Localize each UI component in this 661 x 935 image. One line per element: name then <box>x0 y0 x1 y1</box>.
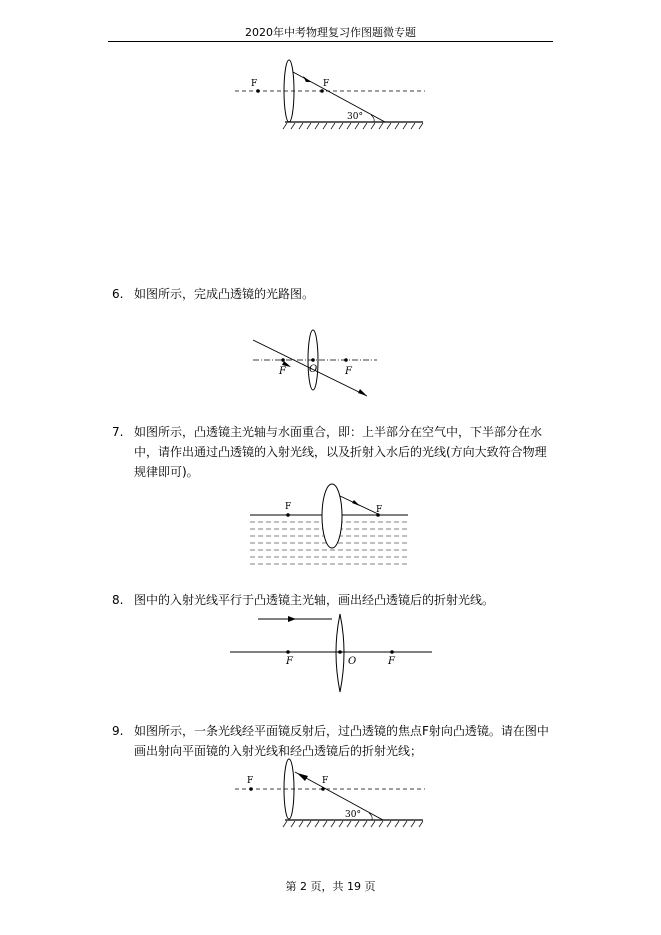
optical-center-label: O <box>309 364 318 375</box>
question-6 <box>112 284 552 304</box>
question-number: 8. <box>112 593 124 607</box>
optical-center <box>338 650 342 654</box>
focal-point-left <box>281 358 285 362</box>
question-text: 如图所示，完成凸透镜的光路图。 <box>134 287 315 301</box>
page-footer: 第 2 页，共 19 页 <box>285 880 376 893</box>
header-rule <box>108 41 553 42</box>
figure-convex-lens-q6 <box>245 328 385 404</box>
ray-arrow <box>303 76 311 82</box>
figure-convex-lens-q8 <box>228 612 434 698</box>
focal-label-left: F <box>279 366 286 377</box>
question-number: 7. <box>112 425 124 439</box>
ray-arrow <box>288 616 296 622</box>
focal-point-left <box>286 650 290 654</box>
question-number: 6. <box>112 287 124 301</box>
angle-label: 30° <box>347 112 363 122</box>
question-text: 图中的入射光线平行于凸透镜主光轴，画出经凸透镜后的折射光线。 <box>134 593 495 607</box>
focal-label-right: F <box>322 776 329 786</box>
figure-lens-mirror-q9 <box>225 758 435 830</box>
ray-arrow <box>297 773 308 781</box>
focal-point-left <box>286 513 290 517</box>
page-header: 2020年中考物理复习作图题微专题 <box>245 26 416 39</box>
question-text: 如图所示，一条光线经平面镜反射后，过凸透镜的焦点F射向凸透镜。请在图中画出射向平面镜的入射光线和经凸透镜后的折射光线； <box>134 724 549 758</box>
question-8 <box>112 590 552 610</box>
question-number: 9. <box>112 724 124 738</box>
question-7 <box>112 422 552 482</box>
focal-point-right <box>320 89 324 93</box>
focal-label-right: F <box>388 656 395 667</box>
focal-label-left: F <box>285 502 292 512</box>
focal-label-left: F <box>251 79 258 89</box>
focal-label-left: F <box>286 656 293 667</box>
optical-center-label: O <box>348 656 357 667</box>
ray-arrow <box>352 500 360 506</box>
figure-lens-water-q7 <box>248 480 410 572</box>
focal-label-left: F <box>247 776 254 786</box>
focal-point-left <box>249 787 253 791</box>
question-text: 如图所示，凸透镜主光轴与水面重合，即：上半部分在空气中，下半部分在水中，请作出通过凸透镜的入射光线，以及折射入水后的光线(方向大致符合物理规律即可)。 <box>134 425 547 479</box>
focal-point-left <box>256 89 260 93</box>
optical-center <box>311 358 315 362</box>
focal-point-right <box>344 358 348 362</box>
question-9 <box>112 721 552 761</box>
focal-label-right: F <box>323 79 330 89</box>
ray-arrow-right <box>358 389 367 396</box>
focal-label-right: F <box>345 366 352 377</box>
focal-point-right <box>390 650 394 654</box>
focal-label-right: F <box>376 505 383 515</box>
figure-lens-mirror-top <box>225 58 435 130</box>
angle-label: 30° <box>345 810 361 820</box>
